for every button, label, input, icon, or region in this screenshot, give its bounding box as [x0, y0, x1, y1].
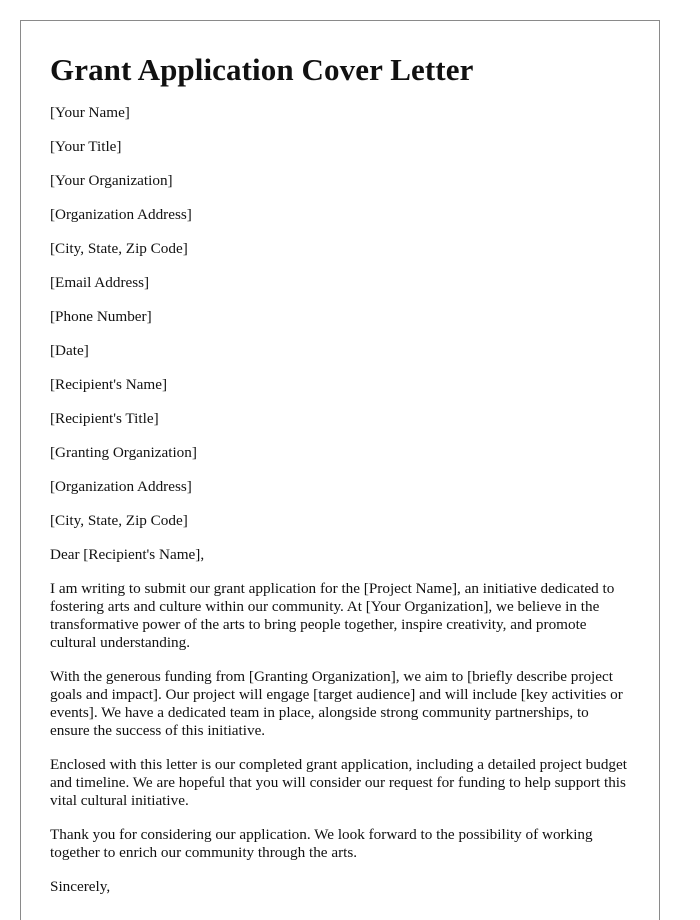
- body-paragraph-1: I am writing to submit our grant application for the [Project Name], an initiative dedicated to fostering arts and culture within our community. At [Your Organization], we believe in the transformative power of the arts to bring people together, inspire creativity, and promote cultural understanding.: [50, 580, 615, 651]
- sender-name: [Your Name]: [50, 104, 130, 121]
- body-paragraph-3: Enclosed with this letter is our completed grant application, including a detailed project budget and timeline. We are hopeful that you will consider our request for funding to help support this vital cultural initiative.: [50, 756, 627, 809]
- recipient-title: [Recipient's Title]: [50, 410, 159, 427]
- recipient-address: [Organization Address]: [50, 478, 192, 495]
- letter-page: [20, 20, 660, 920]
- sender-phone: [Phone Number]: [50, 308, 152, 325]
- recipient-city-state-zip: [City, State, Zip Code]: [50, 512, 188, 529]
- sender-address: [Organization Address]: [50, 206, 192, 223]
- salutation: Dear [Recipient's Name],: [50, 546, 205, 563]
- sender-organization: [Your Organization]: [50, 172, 173, 189]
- letter-date: [Date]: [50, 342, 89, 359]
- sender-city-state-zip: [City, State, Zip Code]: [50, 240, 188, 257]
- recipient-organization: [Granting Organization]: [50, 444, 197, 461]
- address-block: [50, 104, 632, 530]
- sender-email: [Email Address]: [50, 274, 150, 291]
- closing: Sincerely,: [50, 878, 111, 895]
- page-title: Grant Application Cover Letter: [50, 52, 474, 87]
- body-paragraph-4: Thank you for considering our application. We look forward to the possibility of working together to enrich our community through the arts.: [50, 826, 593, 861]
- recipient-name: [Recipient's Name]: [50, 376, 168, 393]
- letter-content: [50, 21, 632, 896]
- body-paragraph-2: With the generous funding from [Granting Organization], we aim to [briefly describe project goals and impact]. Our project will engage [target audience] and will include [key activities or events]. We have a dedicated team in place, alongside strong community partnerships, to ensure the success of this initiative.: [50, 668, 623, 739]
- sender-title: [Your Title]: [50, 138, 122, 155]
